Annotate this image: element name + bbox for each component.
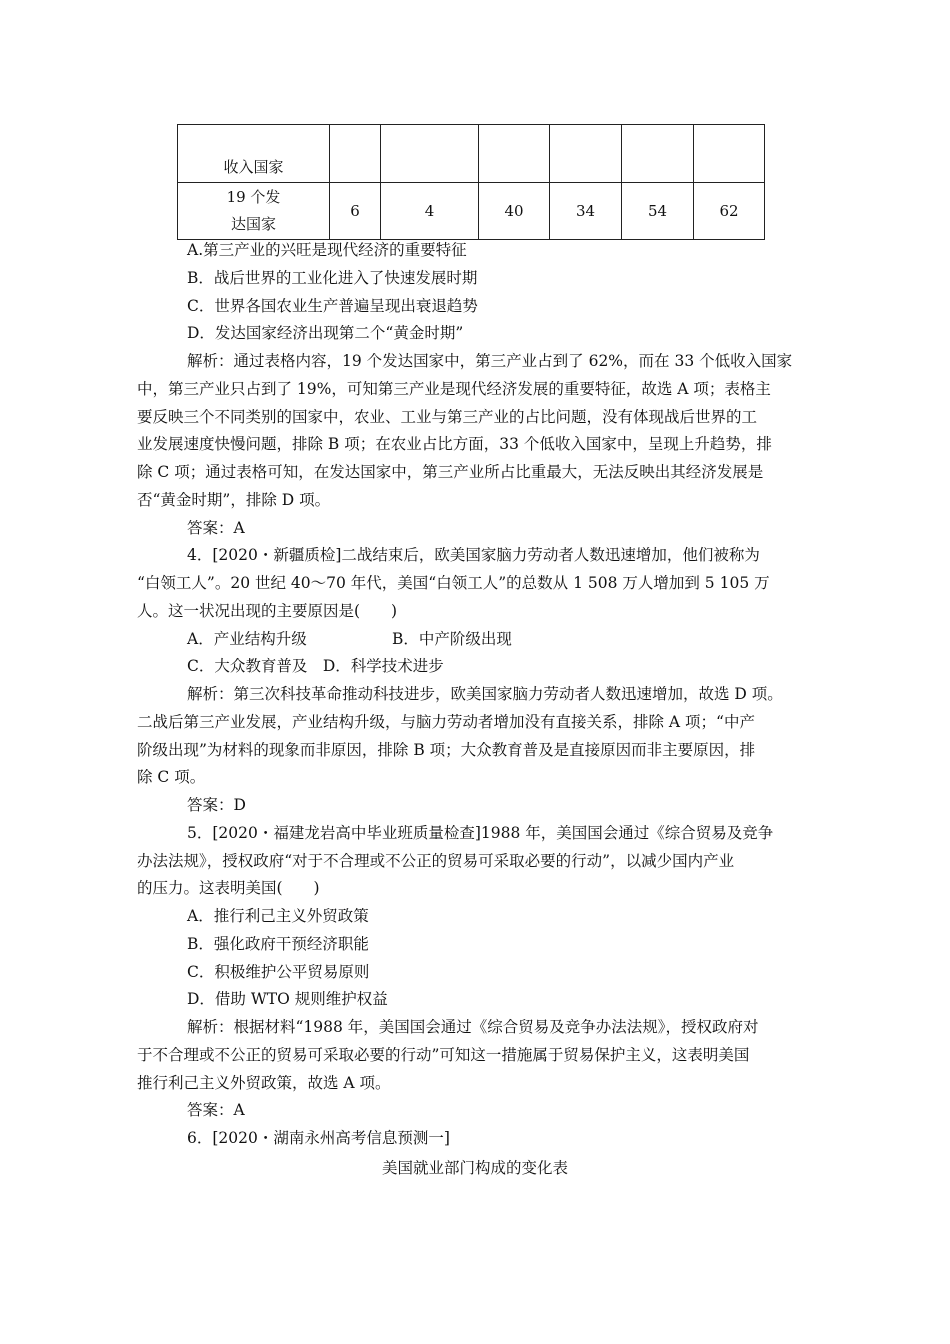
q5-option-b: B．强化政府干预经济职能 <box>187 935 369 953</box>
q3-option-c: C．世界各国农业生产普遍呈现出衰退趋势 <box>187 297 478 315</box>
table-cell: 6 <box>330 183 381 240</box>
table-cell: 34 <box>550 183 622 240</box>
q5-option-d: D．借助 WTO 规则维护权益 <box>187 990 388 1008</box>
q5-stem-line: 的压力。这表明美国( ) <box>137 879 320 897</box>
q4-analysis-line: 解析：第三次科技革命推动科技进步，欧美国家脑力劳动者人数迅速增加，故选 D 项。 <box>187 685 783 703</box>
table-cell: 4 <box>381 183 479 240</box>
table-cell: 62 <box>694 183 765 240</box>
q3-answer: 答案：A <box>187 519 245 537</box>
q5-analysis-line: 推行利己主义外贸政策，故选 A 项。 <box>137 1074 391 1092</box>
q3-option-b: B．战后世界的工业化进入了快速发展时期 <box>187 269 478 287</box>
q3-option-d: D．发达国家经济出现第二个“黄金时期” <box>187 324 464 342</box>
q5-analysis-line: 解析：根据材料“1988 年，美国国会通过《综合贸易及竞争办法法规》，授权政府对 <box>187 1018 759 1036</box>
q6-table-caption: 美国就业部门构成的变化表 <box>381 1159 568 1177</box>
q4-analysis-line: 阶级出现”为材料的现象而非原因，排除 B 项；大众教育普及是直接原因而非主要原因，排 <box>137 741 756 759</box>
data-table <box>177 124 765 240</box>
q4-stem-line: 4．[2020・新疆质检]二战结束后，欧美国家脑力劳动者人数迅速增加，他们被称为 <box>187 546 760 564</box>
q5-answer: 答案：A <box>187 1101 245 1119</box>
q3-analysis-line: 业发展速度快慢问题，排除 B 项；在农业占比方面，33 个低收入国家中，呈现上升趋势，排 <box>137 435 772 453</box>
row-label-developed: 19 个发 达国家 <box>178 183 330 240</box>
q4-stem-line: 人。这一状况出现的主要原因是( ) <box>137 602 398 620</box>
q4-option-a: A．产业结构升级 <box>187 630 307 648</box>
q5-option-c: C．积极维护公平贸易原则 <box>187 963 370 981</box>
q3-analysis-line: 要反映三个不同类别的国家中，农业、工业与第三产业的占比问题，没有体现战后世界的工 <box>137 408 758 426</box>
table-cell <box>622 125 694 183</box>
table-cell <box>694 125 765 183</box>
q4-analysis-line: 除 C 项。 <box>137 768 206 786</box>
q3-analysis-line: 否“黄金时期”，排除 D 项。 <box>137 491 331 509</box>
table-row <box>178 183 765 240</box>
table-cell <box>330 125 381 183</box>
table-cell: 40 <box>479 183 550 240</box>
table-row <box>178 125 765 183</box>
table-cell <box>381 125 479 183</box>
q5-option-a: A．推行利己主义外贸政策 <box>187 907 369 925</box>
q4-option-cd: C．大众教育普及 D．科学技术进步 <box>187 657 444 675</box>
q4-answer: 答案：D <box>187 796 246 814</box>
q4-analysis-line: 二战后第三产业发展，产业结构升级，与脑力劳动者增加没有直接关系，排除 A 项；“中产 <box>137 713 755 731</box>
q3-analysis-line: 除 C 项；通过表格可知，在发达国家中，第三产业所占比重最大，无法反映出其经济发展是 <box>137 463 764 481</box>
table-cell: 54 <box>622 183 694 240</box>
q3-option-a: A.第三产业的兴旺是现代经济的重要特征 <box>187 241 467 259</box>
table-cell <box>550 125 622 183</box>
q4-stem-line: “白领工人”。20 世纪 40～70 年代，美国“白领工人”的总数从 1 508 万人增加到 5 105 万 <box>137 574 770 592</box>
table-cell <box>479 125 550 183</box>
row-label-low-income: 收入国家 <box>223 158 284 176</box>
q5-stem-line: 5．[2020・福建龙岩高中毕业班质量检查]1988 年，美国国会通过《综合贸易及竞争 <box>187 824 774 842</box>
q5-stem-line: 办法法规》，授权政府“对于不合理或不公正的贸易可采取必要的行动”，以减少国内产业 <box>137 852 735 870</box>
q5-analysis-line: 于不合理或不公正的贸易可采取必要的行动”可知这一措施属于贸易保护主义，这表明美国 <box>137 1046 750 1064</box>
q4-option-b: B．中产阶级出现 <box>392 630 512 648</box>
q3-analysis-line: 中，第三产业只占到了 19%，可知第三产业是现代经济发展的重要特征，故选 A 项；表格主 <box>137 380 771 398</box>
q6-stem: 6．[2020・湖南永州高考信息预测一] <box>187 1129 450 1147</box>
q3-analysis-line: 解析：通过表格内容，19 个发达国家中，第三产业占到了 62%，而在 33 个低收入国家 <box>187 352 793 370</box>
